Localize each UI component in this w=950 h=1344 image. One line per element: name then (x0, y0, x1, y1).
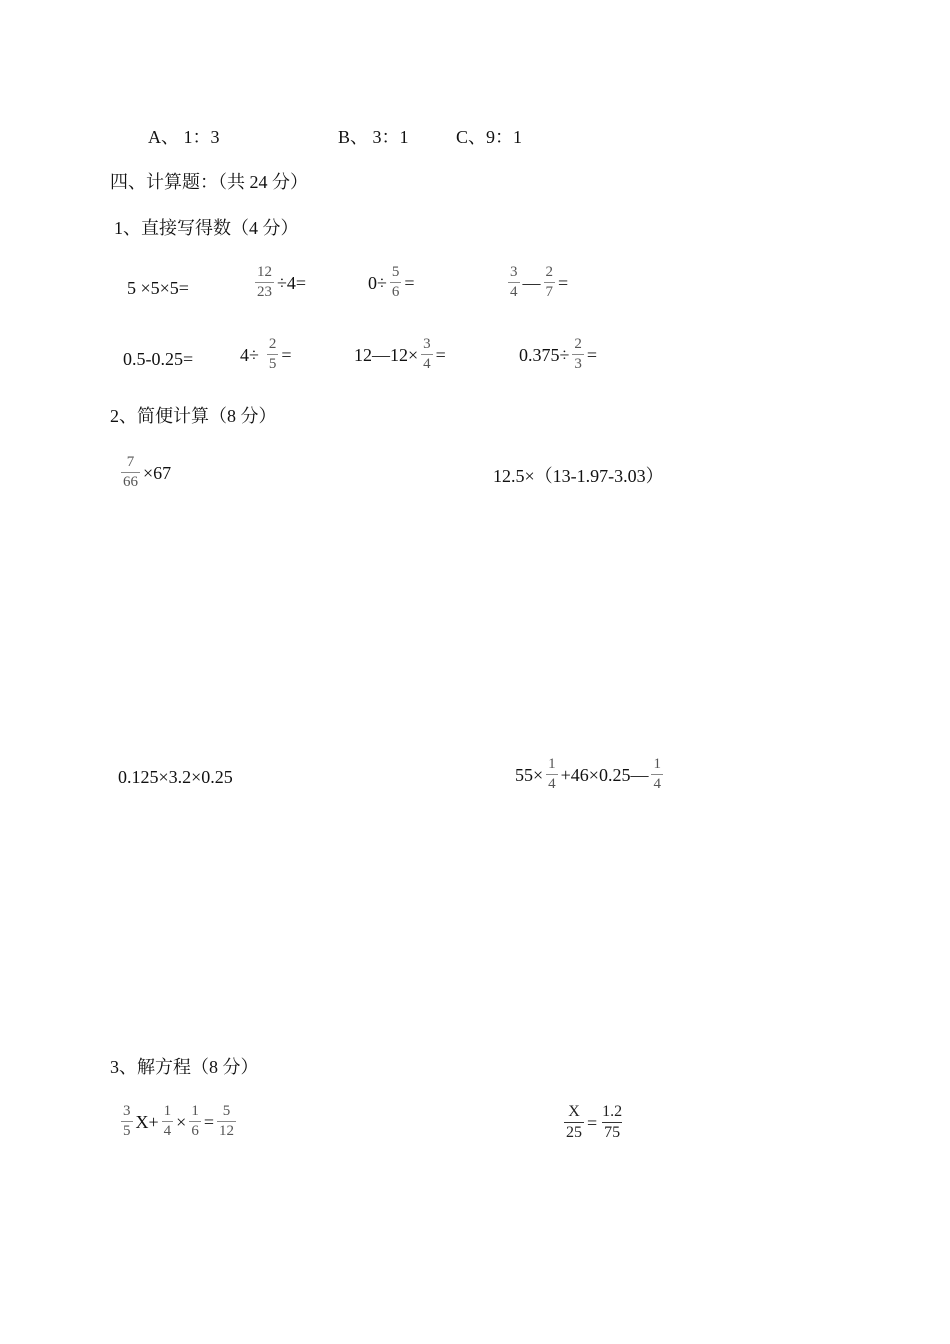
fraction: $\frac{2}{3}$ (574, 336, 582, 372)
fraction: $\frac{3}{5}$ (123, 1103, 131, 1139)
fraction: $\frac{12}{23}$ (257, 264, 272, 300)
fraction: $\frac{5}{12}$ (218, 1103, 234, 1139)
fraction: $\frac{7}{66}$ (123, 454, 138, 490)
problem-p3: 0.125×3.2×0.25 (118, 767, 233, 787)
problem-p2: 12.5×（13-1.97-3.03） (493, 466, 664, 486)
fraction: $\frac{3}{4}$ (510, 264, 518, 300)
fraction: $\frac{1.2}{75}$ (602, 1103, 623, 1141)
problem-p1: $\frac{7}{66}$ ×67 (123, 454, 172, 490)
fraction: $\frac{1}{4}$ (163, 1103, 172, 1139)
part2-title: 2、简便计算（8 分） (110, 406, 277, 426)
equation-1: $\frac{3}{5}$ X+ $\frac{1}{4}$ × $\frac{1}{6}$ = $\frac{5}{12}$ (123, 1103, 234, 1139)
fraction: $\frac{X}{25}$ (566, 1103, 582, 1141)
fraction: $\frac{5}{6}$ (391, 264, 400, 300)
expr-r1-1: 5 ×5×5= (127, 278, 189, 298)
equation-2: $\frac{X}{25}$ = $\frac{1.2}{75}$ (566, 1103, 623, 1141)
expr-r2-3: 12—12× $\frac{3}{4}$ = (354, 336, 446, 372)
section-title: 四、计算题：（共 24 分） (110, 172, 308, 192)
fraction: $\frac{1}{6}$ (191, 1103, 199, 1139)
fraction: $\frac{2}{5}$ (268, 336, 277, 372)
choice-b: B、 3：1 (338, 127, 409, 147)
problem-p4: 55× $\frac{1}{4}$ +46×0.25— $\frac{1}{4}$ (515, 756, 661, 792)
choice-c: C、9：1 (456, 127, 523, 147)
expr-r2-1: 0.5-0.25= (123, 349, 194, 369)
fraction: $\frac{1}{4}$ (653, 756, 661, 792)
expr-r2-2: 4÷ $\frac{2}{5}$ = (240, 336, 292, 372)
fraction: $\frac{2}{7}$ (545, 264, 553, 300)
expr-r2-4: 0.375÷ $\frac{2}{3}$ = (519, 336, 598, 372)
choice-a: A、 1：3 (148, 127, 220, 147)
fraction: $\frac{1}{4}$ (548, 756, 556, 792)
fraction: $\frac{3}{4}$ (423, 336, 431, 372)
expr-r1-2: $\frac{12}{23}$ ÷4= (257, 264, 307, 300)
part1-title: 1、直接写得数（4 分） (114, 218, 299, 238)
part3-title: 3、解方程（8 分） (110, 1057, 259, 1077)
expr-r1-4: $\frac{3}{4}$ — $\frac{2}{7}$ = (510, 264, 569, 300)
expr-r1-3: 0÷ $\frac{5}{6}$ = (368, 264, 415, 300)
